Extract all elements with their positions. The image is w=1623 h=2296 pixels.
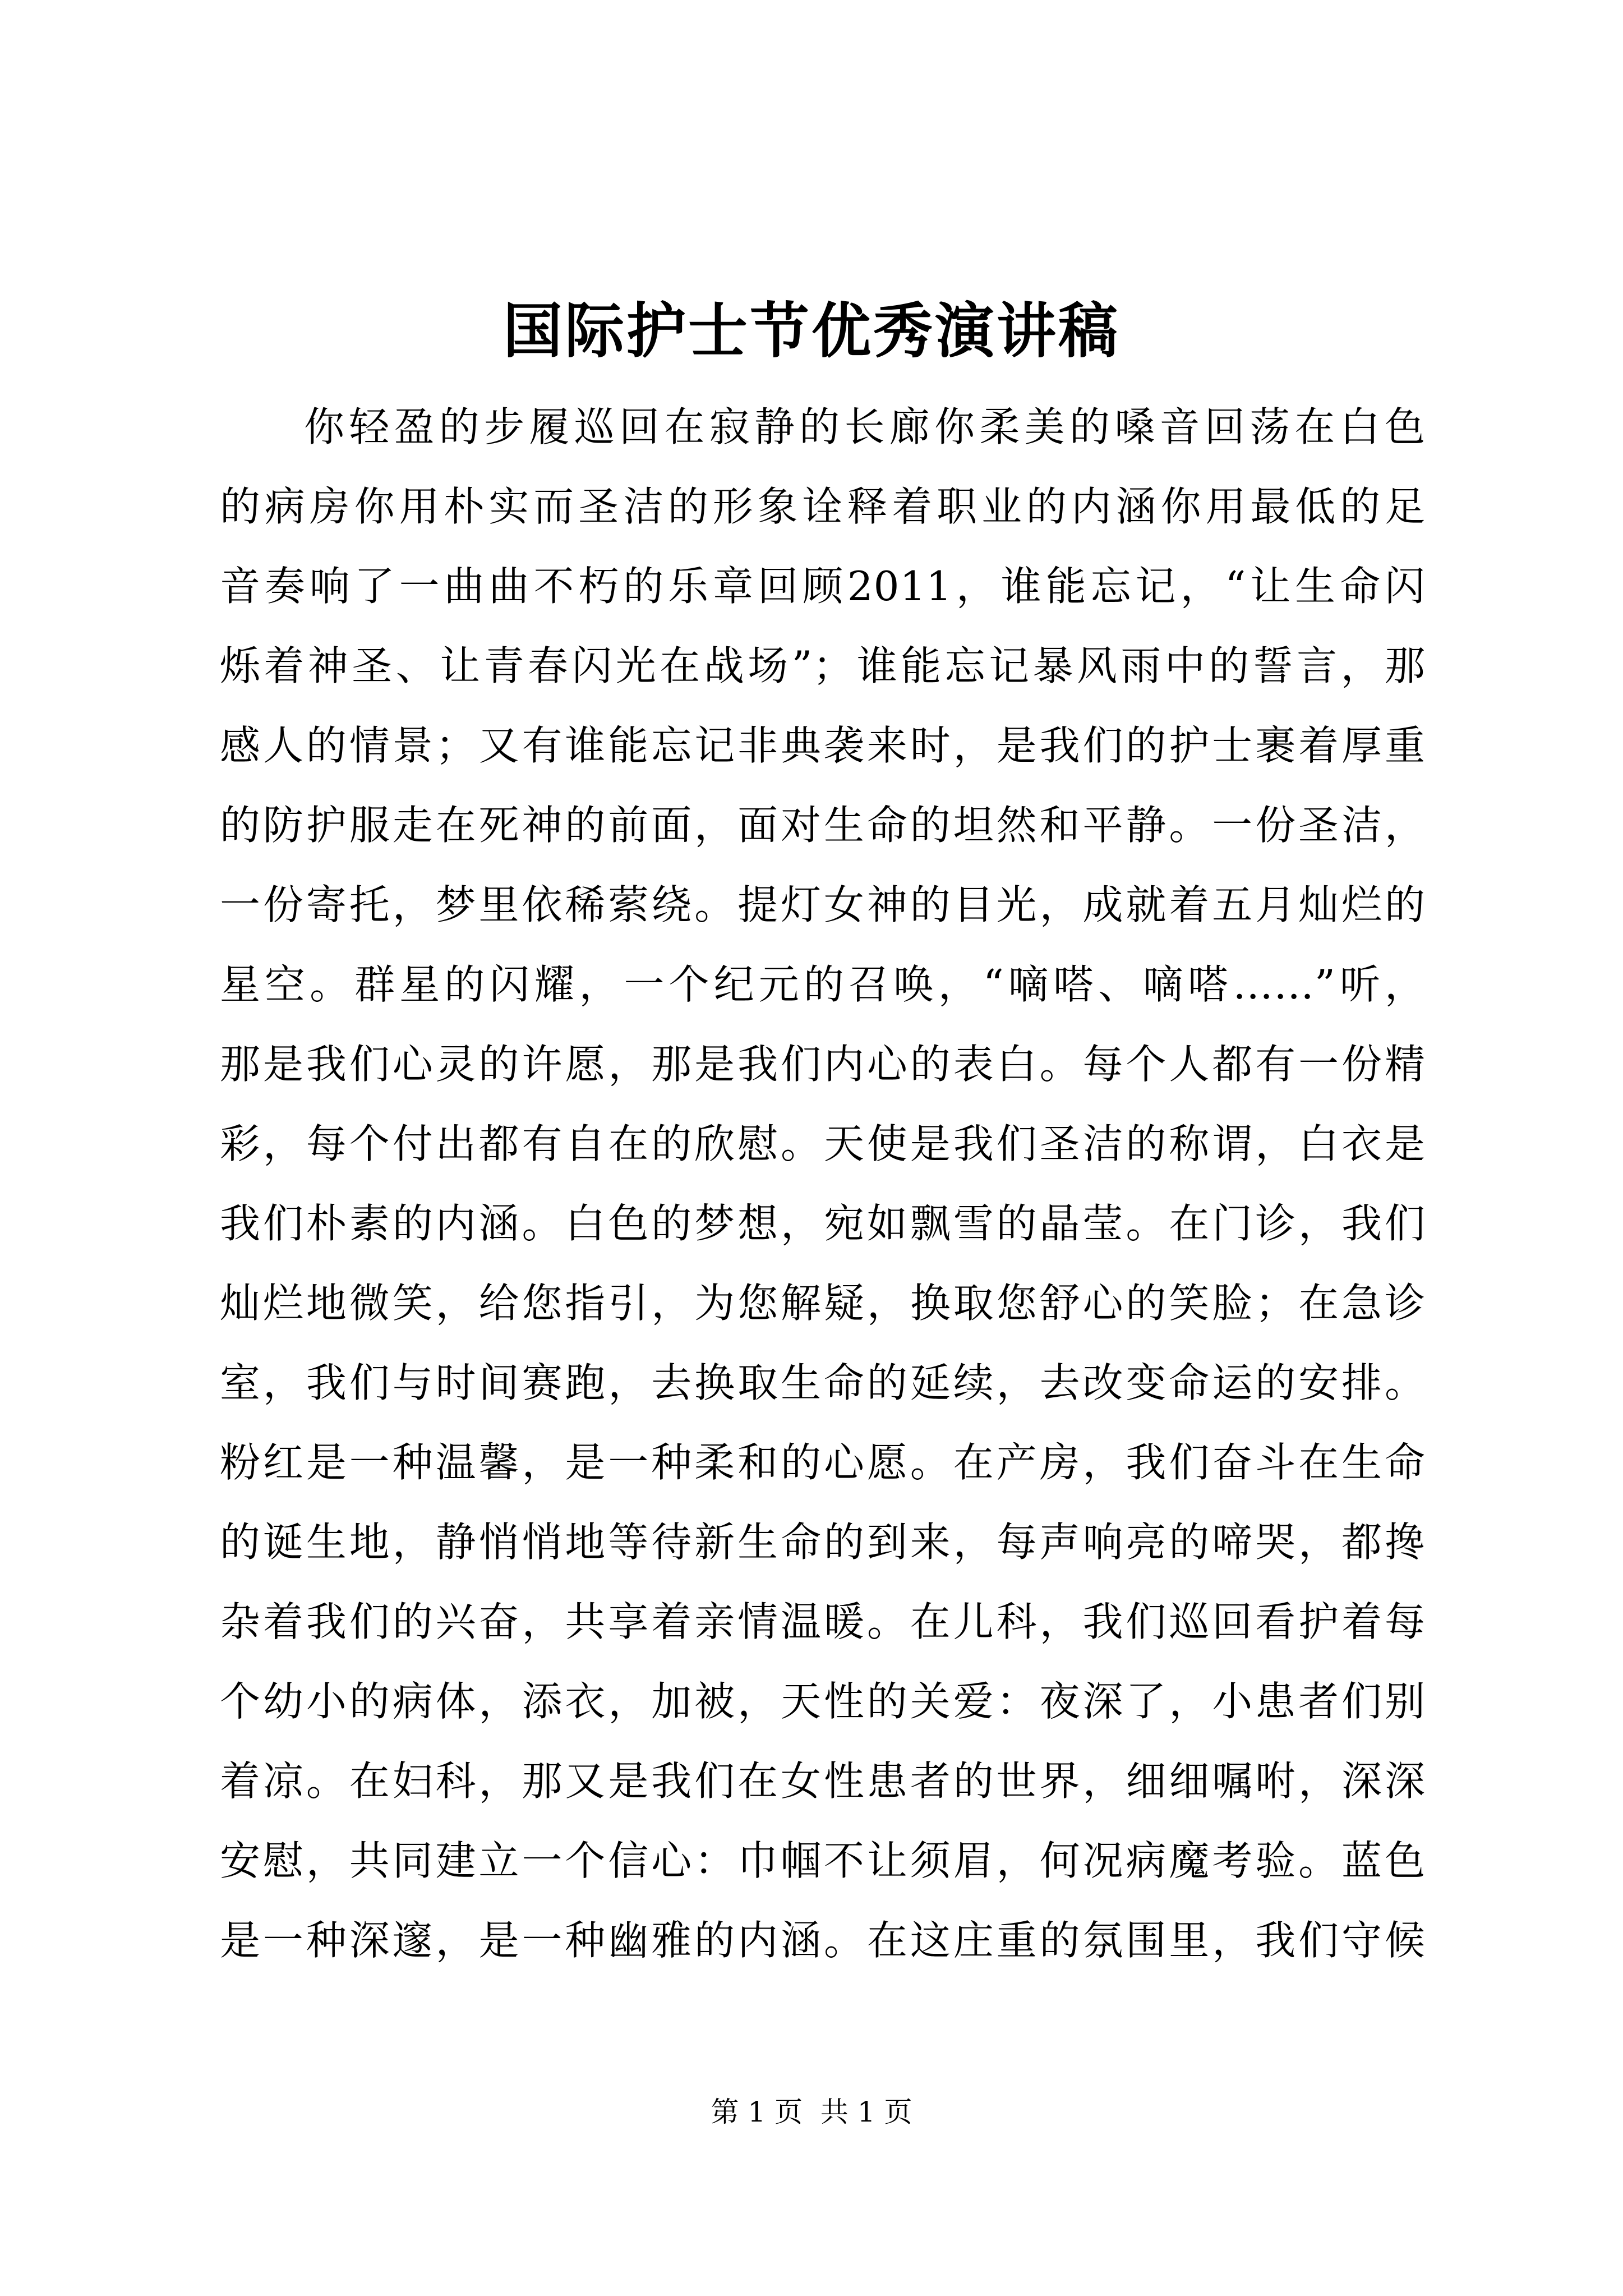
page-footer: 第 1 页 共 1 页 [711, 2096, 912, 2128]
text-line: 个幼小的病体，添衣，加被，天性的关爱：夜深了，小患者们别 [220, 1678, 1426, 1725]
text-line: 灿烂地微笑，给您指引，为您解疑，换取您舒心的笑脸；在急诊 [220, 1280, 1426, 1327]
text-line: 烁着神圣、让青春闪光在战场”；谁能忘记暴风雨中的誓言，那 [220, 642, 1426, 689]
body-paragraph [220, 387, 1426, 1980]
text-line: 我们朴素的内涵。白色的梦想，宛如飘雪的晶莹。在门诊，我们 [220, 1200, 1426, 1247]
text-line: 粉红是一种温馨，是一种柔和的心愿。在产房，我们奋斗在生命 [220, 1439, 1426, 1486]
text-line: 是一种深邃，是一种幽雅的内涵。在这庄重的氛围里，我们守候 [220, 1917, 1426, 1964]
text-line: 那是我们心灵的许愿，那是我们内心的表白。每个人都有一份精 [220, 1041, 1426, 1088]
text-line: 你轻盈的步履巡回在寂静的长廊你柔美的嗓音回荡在白色 [304, 403, 1426, 450]
text-line: 的防护服走在死神的前面，面对生命的坦然和平静。一份圣洁， [220, 802, 1426, 849]
text-line: 感人的情景；又有谁能忘记非典袭来时，是我们的护士裹着厚重 [220, 722, 1426, 769]
text-line: 杂着我们的兴奋，共享着亲情温暖。在儿科，我们巡回看护着每 [220, 1598, 1426, 1645]
text-line: 星空。群星的闪耀，一个纪元的召唤，“嘀嗒、嘀嗒……”听， [220, 961, 1426, 1008]
text-line: 的病房你用朴实而圣洁的形象诠释着职业的内涵你用最低的足 [220, 483, 1426, 530]
text-line: 安慰，共同建立一个信心：巾帼不让须眉，何况病魔考验。蓝色 [220, 1837, 1426, 1884]
text-line: 彩，每个付出都有自在的欣慰。天使是我们圣洁的称谓，白衣是 [220, 1120, 1426, 1167]
text-line: 一份寄托，梦里依稀萦绕。提灯女神的目光，成就着五月灿烂的 [220, 881, 1426, 928]
text-line: 室，我们与时间赛跑，去换取生命的延续，去改变命运的安排。 [220, 1359, 1426, 1406]
document-title: 国际护士节优秀演讲稿 [503, 296, 1120, 366]
text-line: 着凉。在妇科，那又是我们在女性患者的世界，细细嘱咐，深深 [220, 1757, 1426, 1805]
text-line: 的诞生地，静悄悄地等待新生命的到来，每声响亮的啼哭，都搀 [220, 1519, 1426, 1566]
text-line: 音奏响了一曲曲不朽的乐章回顾2011，谁能忘记，“让生命闪 [220, 563, 1426, 610]
